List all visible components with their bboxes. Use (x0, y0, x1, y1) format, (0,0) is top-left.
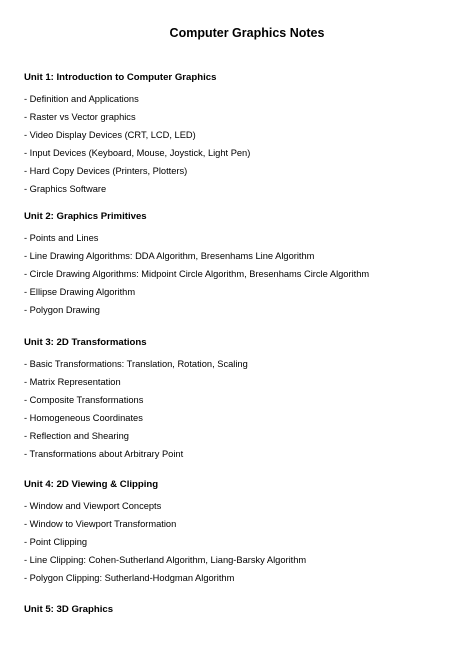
list-item: - Video Display Devices (CRT, LCD, LED) (24, 130, 196, 140)
list-item: - Homogeneous Coordinates (24, 413, 143, 423)
unit-heading: Unit 4: 2D Viewing & Clipping (24, 479, 159, 490)
unit-5-section (24, 604, 464, 625)
list-item: - Line Clipping: Cohen-Sutherland Algorithm, Liang-Barsky Algorithm (24, 555, 307, 565)
list-item: - Circle Drawing Algorithms: Midpoint Circle Algorithm, Bresenhams Circle Algorithm (24, 269, 370, 279)
unit-1-section (24, 72, 464, 201)
list-item: - Reflection and Shearing (24, 431, 129, 441)
list-item: - Graphics Software (24, 184, 107, 194)
unit-topic-list (24, 93, 464, 195)
unit-heading: Unit 3: 2D Transformations (24, 337, 147, 348)
list-item: - Window and Viewport Concepts (24, 501, 162, 511)
unit-4-section (24, 479, 464, 590)
unit-2-section (24, 211, 464, 322)
list-item: - Ellipse Drawing Algorithm (24, 287, 136, 297)
unit-topic-list (24, 358, 464, 460)
list-item: - Input Devices (Keyboard, Mouse, Joystick, Light Pen) (24, 148, 251, 158)
list-item: - Points and Lines (24, 233, 99, 243)
list-item: - Polygon Drawing (24, 305, 100, 315)
list-item: - Polygon Clipping: Sutherland-Hodgman Algorithm (24, 573, 235, 583)
unit-topic-list (24, 500, 464, 584)
unit-heading: Unit 1: Introduction to Computer Graphics (24, 72, 217, 83)
list-item: - Transformations about Arbitrary Point (24, 449, 184, 459)
list-item: - Window to Viewport Transformation (24, 519, 177, 529)
list-item: - Point Clipping (24, 537, 88, 547)
list-item: - Definition and Applications (24, 94, 139, 104)
page-title: Computer Graphics Notes (169, 26, 325, 40)
unit-topic-list (24, 232, 464, 316)
list-item: - Line Drawing Algorithms: DDA Algorithm, Bresenhams Line Algorithm (24, 251, 315, 261)
list-item: - Hard Copy Devices (Printers, Plotters) (24, 166, 188, 176)
unit-heading: Unit 2: Graphics Primitives (24, 211, 147, 222)
list-item: - Basic Transformations: Translation, Rotation, Scaling (24, 359, 248, 369)
unit-heading: Unit 5: 3D Graphics (24, 604, 114, 615)
list-item: - Composite Transformations (24, 395, 144, 405)
unit-3-section (24, 337, 464, 466)
list-item: - Matrix Representation (24, 377, 121, 387)
list-item: - Raster vs Vector graphics (24, 112, 136, 122)
